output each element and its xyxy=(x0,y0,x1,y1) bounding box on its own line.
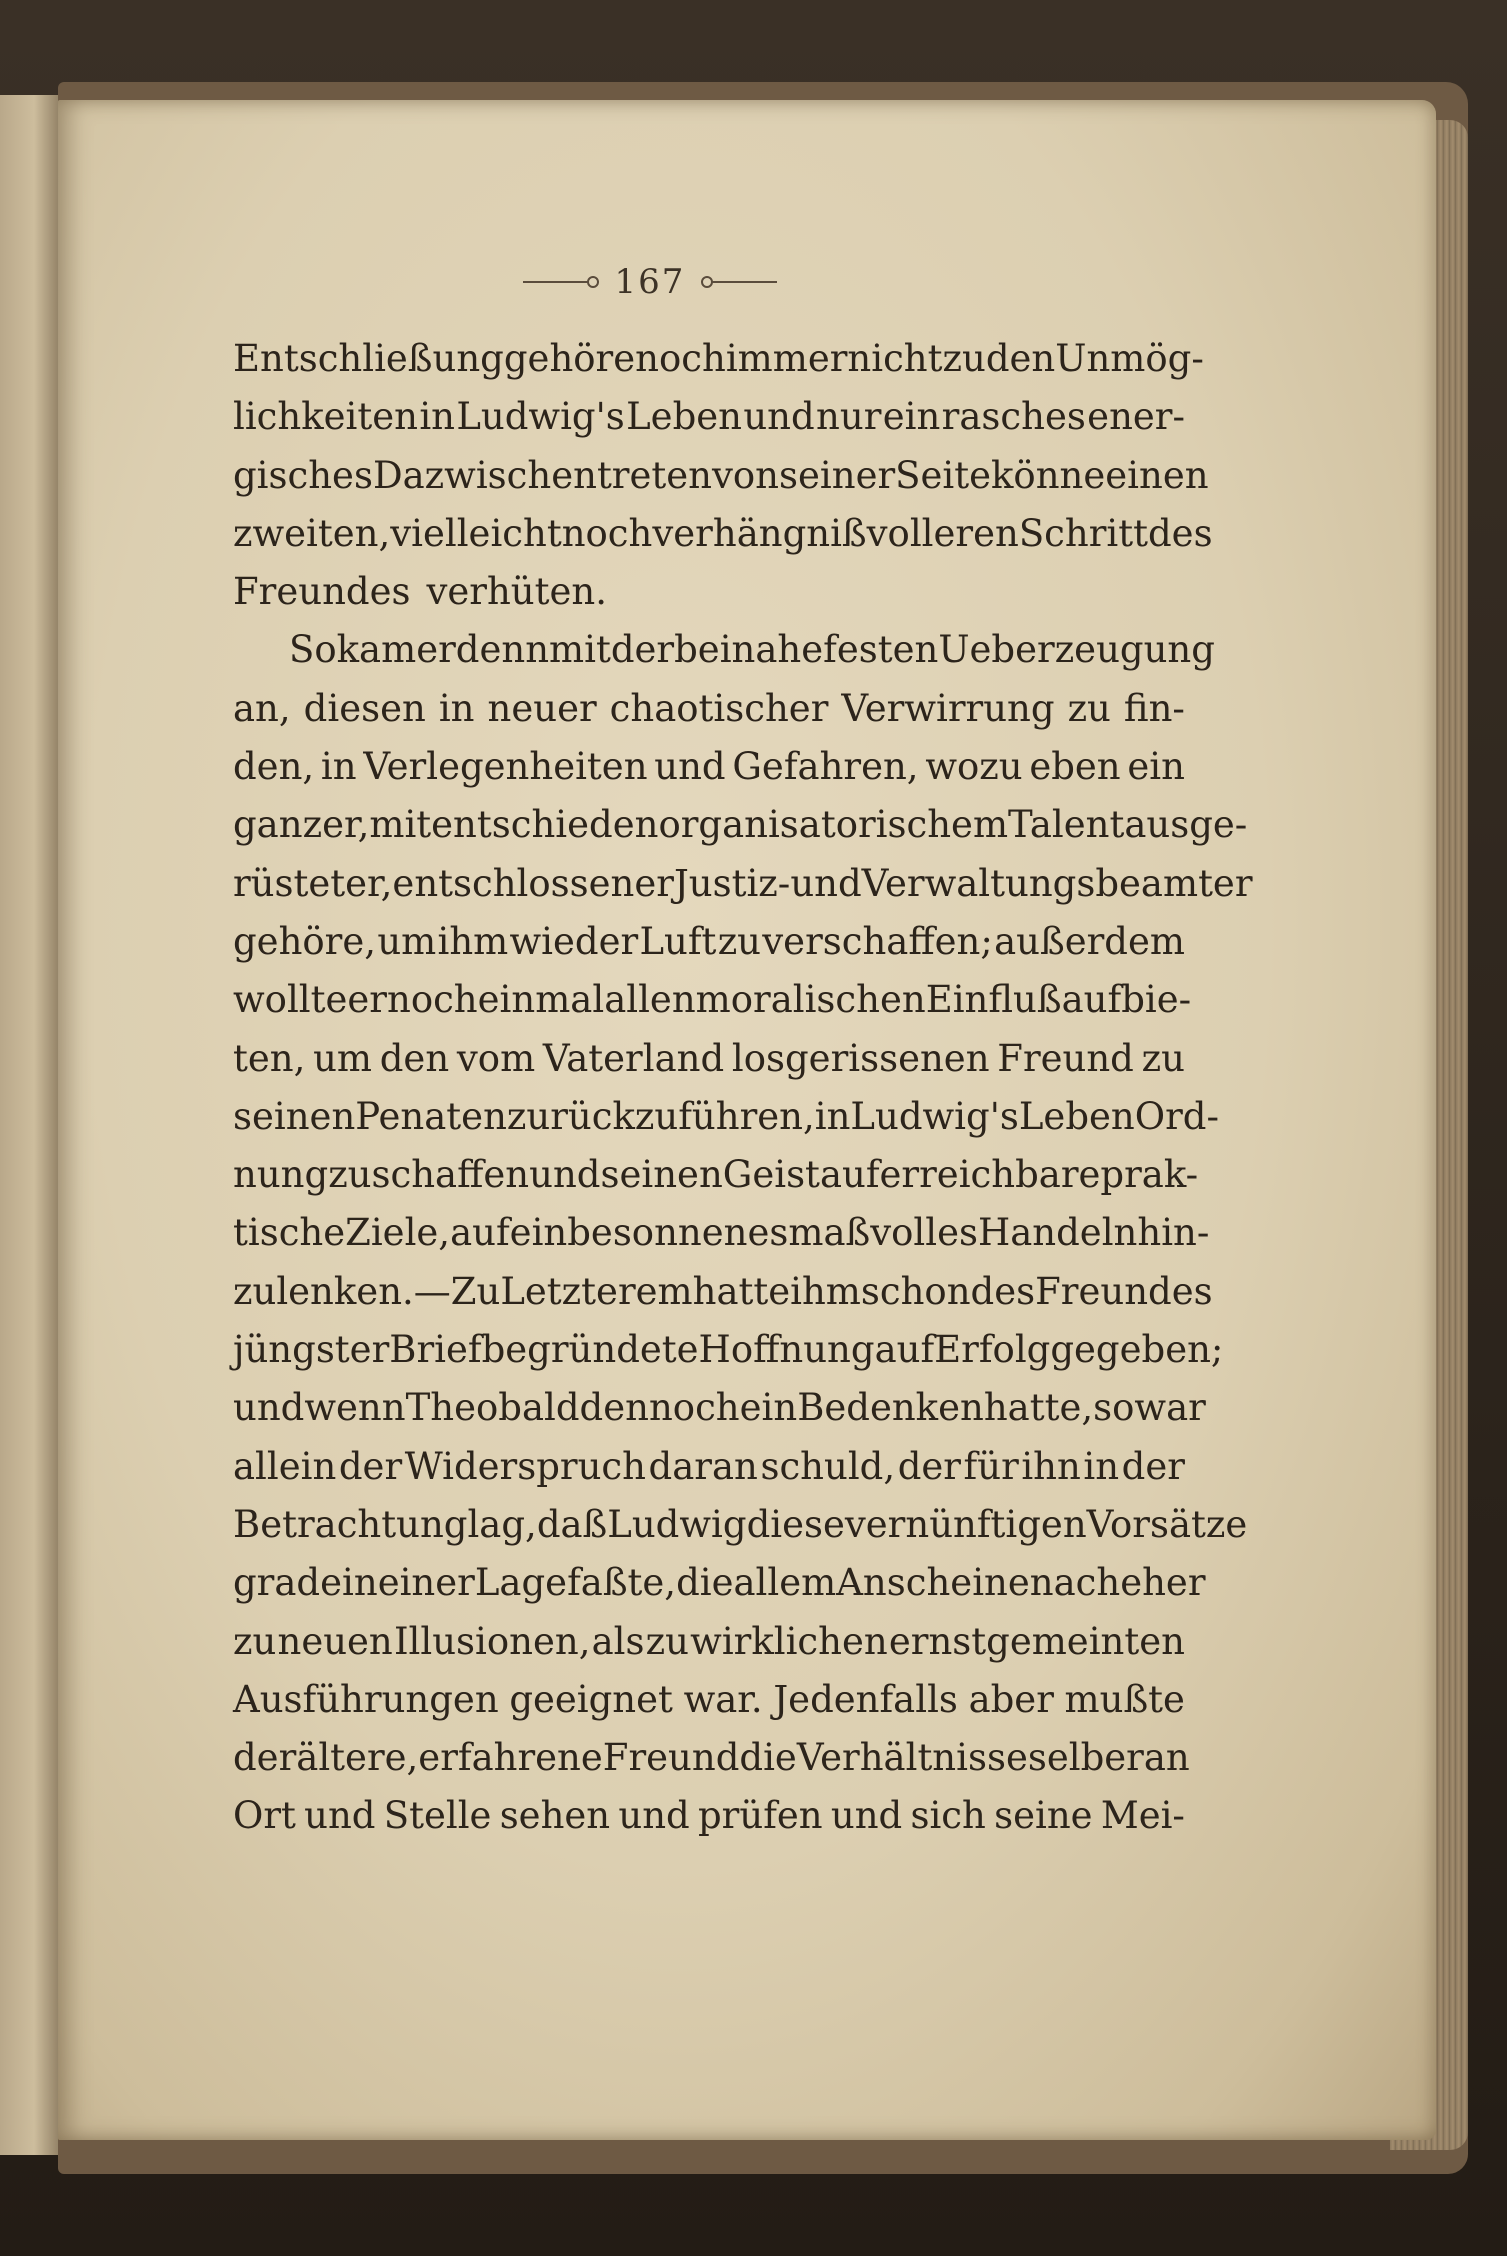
text-word: kam xyxy=(336,628,417,672)
text-word: selber xyxy=(1027,1736,1144,1780)
text-word: nach xyxy=(1029,1561,1121,1605)
text-word: hin- xyxy=(1137,1211,1210,1255)
text-word: ener- xyxy=(1087,395,1185,439)
text-word: festen xyxy=(823,628,939,672)
text-word: Hoffnung xyxy=(698,1328,875,1372)
text-word: Schritt xyxy=(1018,511,1148,555)
text-word: geeignet xyxy=(509,1677,673,1721)
text-word: des xyxy=(1147,511,1213,555)
text-word: erreichbare xyxy=(879,1153,1101,1197)
text-word: in xyxy=(419,395,455,439)
text-word: schon xyxy=(860,1269,971,1313)
text-word: zu xyxy=(1067,686,1111,730)
text-word: von xyxy=(712,453,780,497)
text-word: Entschließung xyxy=(233,337,504,380)
text-word: und xyxy=(654,745,726,789)
text-word: um xyxy=(377,919,437,963)
text-word: um xyxy=(313,1036,373,1080)
text-word: Leben xyxy=(1018,1094,1135,1138)
text-word: Vaterland xyxy=(542,1036,725,1080)
text-word: zu xyxy=(645,1619,689,1663)
text-word: der xyxy=(233,1736,297,1780)
text-line xyxy=(233,1263,1213,1321)
text-word: Penaten xyxy=(355,1094,507,1138)
text-word: Ausführungen xyxy=(233,1677,499,1721)
text-word: den, xyxy=(233,745,315,789)
text-word: ein xyxy=(1127,745,1185,789)
text-word: Ueberzeugung xyxy=(938,628,1215,672)
text-word: wollte xyxy=(233,978,348,1022)
text-word: allein xyxy=(233,1444,337,1488)
text-word: Verwirrung xyxy=(841,686,1055,730)
text-word: ein xyxy=(882,395,941,439)
text-word: verhängnißvolleren xyxy=(652,511,1019,555)
text-word: Handeln xyxy=(977,1211,1138,1255)
text-word: außerdem xyxy=(994,919,1185,963)
text-word: er xyxy=(416,628,456,672)
text-word: der xyxy=(897,1444,961,1488)
text-word: die xyxy=(676,1561,734,1605)
text-word: und xyxy=(233,1386,305,1430)
text-word: für xyxy=(963,1444,1019,1488)
text-word: des xyxy=(970,1269,1036,1313)
text-word: Mei- xyxy=(1100,1794,1185,1838)
text-word: schuld, xyxy=(760,1444,896,1488)
text-word: Seite xyxy=(895,453,991,497)
previous-page-edge xyxy=(0,95,65,2155)
text-line xyxy=(233,1729,1190,1787)
text-word: hatte, xyxy=(983,1386,1094,1430)
text-word: Verlegenheiten xyxy=(363,745,648,789)
text-line xyxy=(233,1088,1219,1146)
text-word: den xyxy=(379,1036,450,1080)
text-word: einmal xyxy=(477,978,605,1022)
text-word: Stelle xyxy=(383,1794,492,1838)
text-word: noch xyxy=(635,337,726,380)
text-line xyxy=(233,1787,1185,1845)
text-line xyxy=(233,1438,1185,1496)
text-word: ernstgemeinten xyxy=(888,1619,1185,1663)
text-word: tische xyxy=(233,1211,346,1255)
text-line xyxy=(233,796,1248,854)
text-word: Ziele, xyxy=(345,1211,451,1255)
text-word: auf xyxy=(819,1153,880,1197)
text-word: — xyxy=(413,1269,451,1313)
text-word: sich xyxy=(910,1794,986,1838)
text-word: so xyxy=(1093,1386,1135,1430)
text-word: nur xyxy=(816,395,882,439)
text-word: und xyxy=(304,1794,376,1838)
text-line xyxy=(233,563,1185,621)
body-text xyxy=(233,330,1253,1846)
text-word: Justiz- xyxy=(673,861,791,905)
text-word: Anscheine xyxy=(836,1561,1030,1605)
text-word: Ort xyxy=(233,1794,296,1838)
text-word: dennoch xyxy=(579,1386,740,1430)
text-word: beinahe xyxy=(674,628,824,672)
text-word: zu xyxy=(717,919,762,963)
text-word: denn xyxy=(455,628,550,672)
text-word: hatte xyxy=(692,1269,791,1313)
text-word: zu xyxy=(328,1153,372,1197)
text-word: begründete xyxy=(481,1328,699,1372)
text-word: allen xyxy=(604,978,696,1022)
text-word: entschieden xyxy=(431,803,659,847)
text-word: rüsteter, xyxy=(233,861,393,905)
text-word: schaffen xyxy=(371,1153,530,1197)
text-word: aber xyxy=(968,1677,1054,1721)
text-word: seinen xyxy=(233,1094,356,1138)
text-word: zulenken. xyxy=(233,1269,414,1313)
text-word: immer xyxy=(725,337,848,380)
text-line xyxy=(233,913,1185,971)
text-word: seine xyxy=(994,1794,1093,1838)
text-word: Lage xyxy=(474,1561,568,1605)
text-word: seiner xyxy=(779,453,896,497)
text-word: eher xyxy=(1120,1561,1206,1605)
text-word: der xyxy=(1121,1444,1185,1488)
text-word: rasches xyxy=(941,395,1086,439)
text-word: Luft xyxy=(639,919,717,963)
text-word: Erfolg xyxy=(934,1328,1051,1372)
text-word: vielleicht xyxy=(390,511,562,555)
text-word: ihn xyxy=(1021,1444,1081,1488)
text-word: faßte, xyxy=(567,1561,677,1605)
text-word: war. xyxy=(683,1677,763,1721)
text-word: chaotischer xyxy=(609,686,829,730)
text-word: diesen xyxy=(303,686,426,730)
text-word: ihm xyxy=(437,919,509,963)
text-line xyxy=(233,1030,1185,1088)
text-line xyxy=(233,505,1213,563)
text-word: nung xyxy=(233,1153,329,1197)
text-word: Verwaltungsbeamter xyxy=(861,861,1253,905)
text-line xyxy=(233,1204,1210,1262)
text-word: ten, xyxy=(233,1036,306,1080)
text-word: Freund xyxy=(997,1036,1134,1080)
text-word: der xyxy=(338,1444,403,1488)
text-word: und xyxy=(790,861,862,905)
text-word: allem xyxy=(733,1561,837,1605)
text-word: vernünftigen xyxy=(844,1502,1087,1546)
text-word: mit xyxy=(549,628,611,672)
text-line xyxy=(233,1613,1185,1671)
text-word: Verhältnisse xyxy=(796,1736,1028,1780)
text-word: der xyxy=(610,628,675,672)
text-line xyxy=(233,1321,1224,1379)
page-number: 167 xyxy=(614,262,686,302)
text-word: erfahrene xyxy=(418,1736,603,1780)
text-word: zu xyxy=(233,1619,277,1663)
text-word: jüngster xyxy=(233,1328,390,1372)
text-word: Freundes xyxy=(233,570,411,614)
text-line xyxy=(233,1146,1199,1204)
text-word: Ludwig's xyxy=(456,395,625,439)
text-word: Illusionen, xyxy=(393,1619,591,1663)
text-word: Freundes xyxy=(1035,1269,1213,1313)
text-word: Einfluß xyxy=(925,978,1062,1022)
text-word: zurückzuführen, xyxy=(506,1094,815,1138)
text-word: losgerissenen xyxy=(731,1036,990,1080)
text-word: Dazwischentreten xyxy=(372,453,712,497)
text-word: daß xyxy=(536,1502,608,1546)
text-line xyxy=(233,738,1185,796)
text-word: Geist xyxy=(722,1153,820,1197)
text-word: in xyxy=(438,686,475,730)
text-word: Ludwig xyxy=(607,1502,747,1546)
text-line xyxy=(233,680,1185,738)
text-word: ein xyxy=(509,1211,568,1255)
text-word: an xyxy=(1143,1736,1190,1780)
text-word: gehöre xyxy=(503,337,636,380)
text-word: wirklichen xyxy=(690,1619,888,1663)
text-word: in xyxy=(342,1561,378,1605)
text-word: wieder xyxy=(509,919,639,963)
text-word: Leben xyxy=(626,395,742,439)
text-word: in xyxy=(320,745,357,789)
text-word: gegeben; xyxy=(1050,1328,1224,1372)
text-word: lichkeiten xyxy=(233,395,418,439)
text-word: auf xyxy=(450,1211,510,1255)
text-word: Zu xyxy=(450,1269,501,1313)
text-word: daran xyxy=(648,1444,758,1488)
text-word: eben xyxy=(1029,745,1121,789)
text-line xyxy=(233,855,1253,913)
text-line xyxy=(233,447,1209,505)
text-word: zweiten, xyxy=(233,511,391,555)
text-word: Betrachtung xyxy=(233,1502,468,1546)
text-word: ihm xyxy=(790,1269,861,1313)
text-word: moralischen xyxy=(695,978,926,1022)
text-word: mußte xyxy=(1064,1677,1185,1721)
text-word: ganzer, xyxy=(233,803,370,847)
text-word: grade xyxy=(233,1561,343,1605)
text-word: Freund xyxy=(602,1736,740,1780)
text-word: gisches xyxy=(233,453,373,497)
text-word: prüfen xyxy=(698,1794,823,1838)
text-word: Ord- xyxy=(1134,1094,1219,1138)
text-word: besonnenes xyxy=(567,1211,789,1255)
text-word: aufbie- xyxy=(1061,978,1192,1022)
text-word: Theobald xyxy=(405,1386,580,1430)
text-word: Bedenken xyxy=(797,1386,984,1430)
text-word: in xyxy=(814,1094,851,1138)
text-word: diese xyxy=(746,1502,845,1546)
text-word: und xyxy=(618,1794,690,1838)
text-word: wozu xyxy=(925,745,1023,789)
text-word: lag, xyxy=(467,1502,537,1546)
text-word: zu xyxy=(1141,1036,1185,1080)
text-word: seinen xyxy=(600,1153,723,1197)
text-word: mit xyxy=(369,803,432,847)
text-word: Unmög- xyxy=(1055,337,1204,380)
text-word: als xyxy=(591,1619,645,1663)
text-word: vom xyxy=(456,1036,536,1080)
text-word: Brief xyxy=(389,1328,482,1372)
text-line xyxy=(233,971,1192,1029)
text-word: und xyxy=(830,1794,903,1838)
text-word: und xyxy=(529,1153,601,1197)
text-line xyxy=(233,330,1204,388)
text-word: So xyxy=(289,628,337,672)
text-word: wenn xyxy=(304,1386,406,1430)
text-word: ein xyxy=(739,1386,798,1430)
page-header xyxy=(430,252,870,312)
text-word: ältere, xyxy=(296,1736,419,1780)
text-word: einer xyxy=(377,1561,475,1605)
text-word: maßvolles xyxy=(788,1211,978,1255)
text-word: Vorsätze xyxy=(1086,1502,1248,1546)
header-ornament-left xyxy=(523,281,593,283)
text-line xyxy=(233,1496,1248,1554)
text-word: Talent xyxy=(1008,803,1125,847)
text-word: war xyxy=(1134,1386,1206,1430)
text-word: ausge- xyxy=(1124,803,1248,847)
text-line xyxy=(233,621,1215,679)
text-word: organisatorischem xyxy=(658,803,1009,847)
text-word: er xyxy=(347,978,387,1022)
text-word: in xyxy=(1083,1444,1120,1488)
text-word: einen xyxy=(1105,453,1209,497)
text-word: prak- xyxy=(1100,1153,1199,1197)
text-word: entschlossener xyxy=(392,861,674,905)
text-word: Widerspruch xyxy=(404,1444,646,1488)
text-word: die xyxy=(739,1736,797,1780)
text-word: Jedenfalls xyxy=(773,1677,958,1721)
header-ornament-right xyxy=(707,281,777,283)
text-word: gehöre, xyxy=(233,919,377,963)
text-word: verschaffen; xyxy=(762,919,993,963)
text-word: könne xyxy=(991,453,1106,497)
text-word: noch xyxy=(561,511,653,555)
text-word: und xyxy=(743,395,815,439)
text-word: Letzterem xyxy=(500,1269,693,1313)
text-word: an, xyxy=(233,686,291,730)
text-line xyxy=(233,1671,1185,1729)
text-word: noch xyxy=(386,978,478,1022)
text-word: den xyxy=(985,337,1056,380)
text-word: neuen xyxy=(277,1619,393,1663)
text-word: sehen xyxy=(499,1794,611,1838)
text-line xyxy=(233,1554,1206,1612)
text-word: fin- xyxy=(1123,686,1185,730)
text-word: Ludwig's xyxy=(850,1094,1019,1138)
text-word: zu xyxy=(942,337,986,380)
text-line xyxy=(233,1379,1206,1437)
text-line xyxy=(233,388,1185,446)
text-word: nicht xyxy=(847,337,943,380)
text-word: verhüten. xyxy=(426,570,607,614)
text-word: neuer xyxy=(487,686,597,730)
text-word: Gefahren, xyxy=(732,745,919,789)
text-word: auf xyxy=(874,1328,935,1372)
